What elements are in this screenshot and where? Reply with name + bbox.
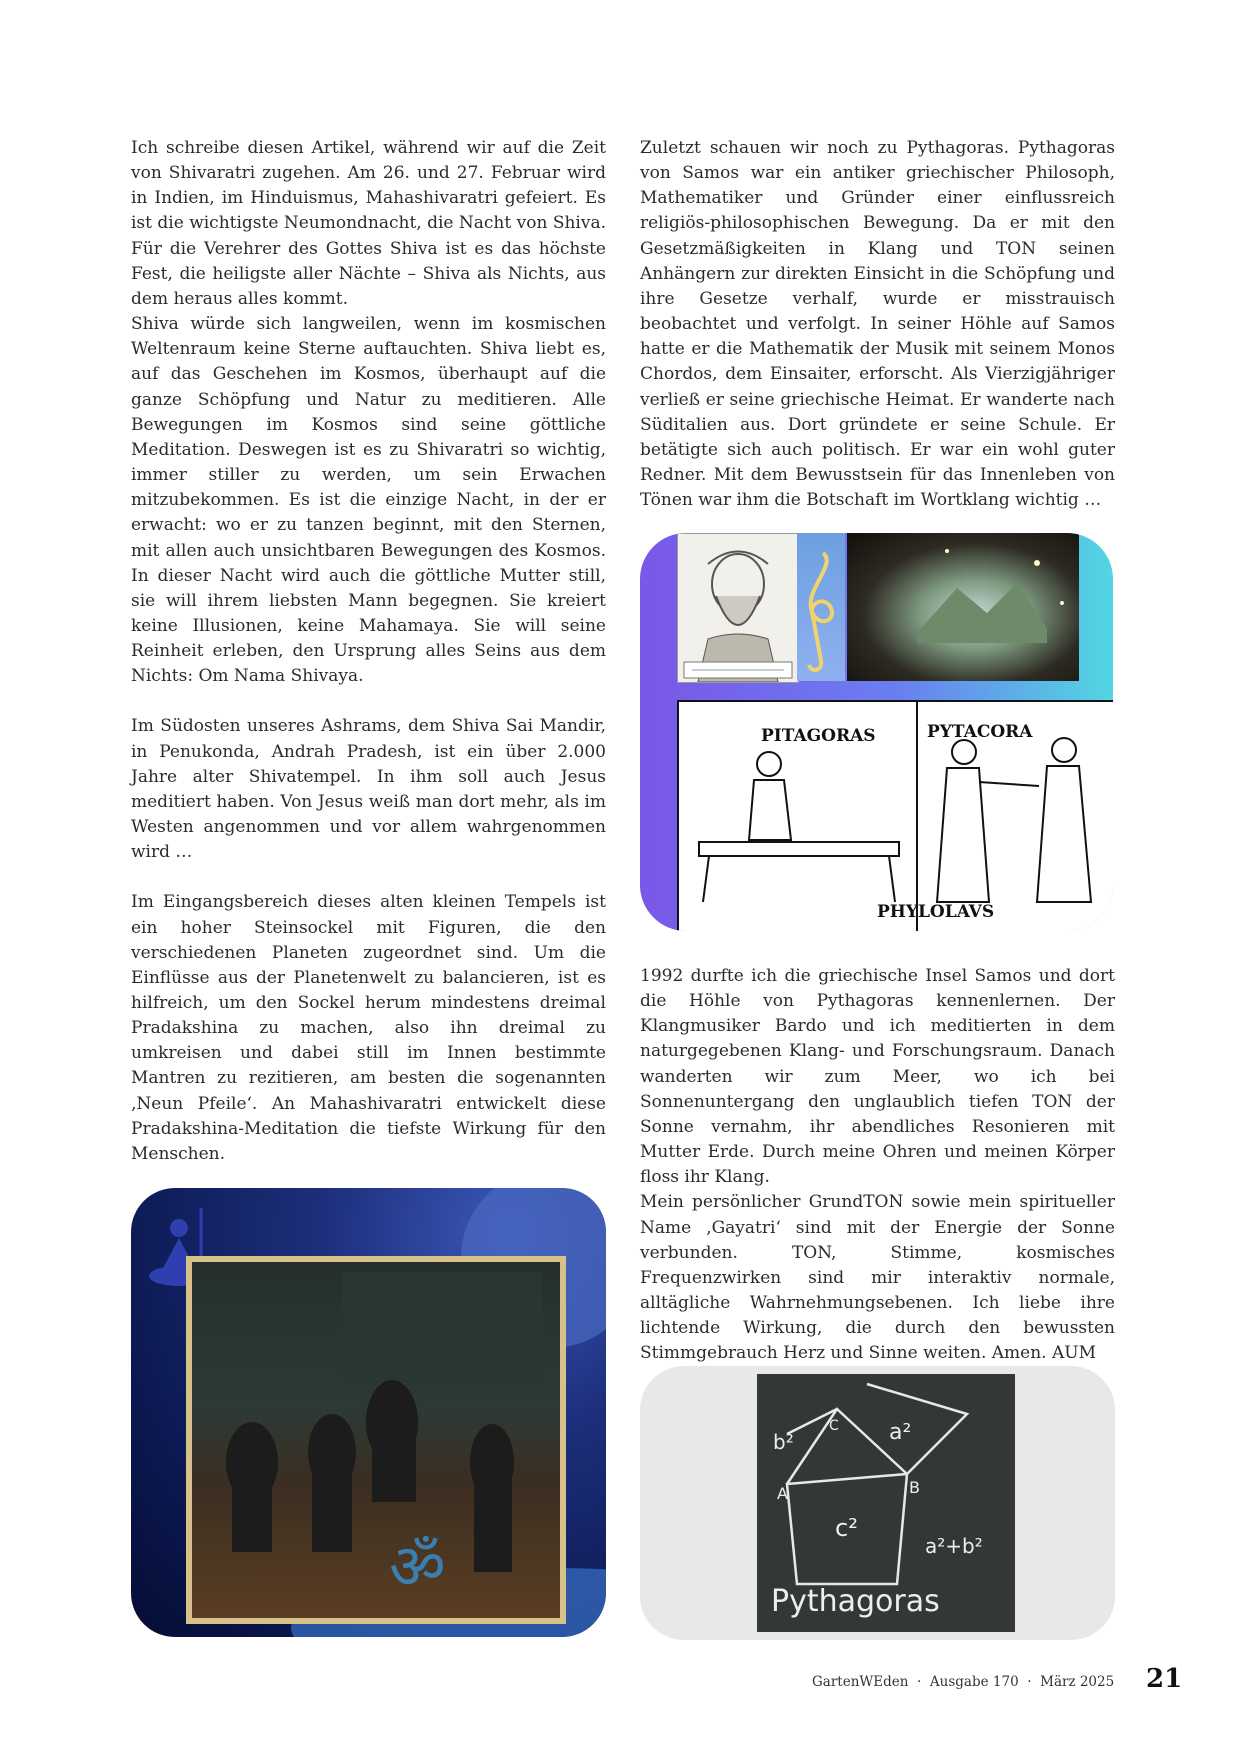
left-column [131, 136, 606, 1167]
chalk-label-c2: c² [835, 1514, 858, 1542]
om-icon: ॐ [389, 1530, 446, 1603]
paragraph-penukonda-temple: Im Südosten unseres Ashrams, dem Shiva Sai Mandir, in Penukonda, Andrah Pradesh, ist ein über 2.000 Jahre alter Shivatempel. In ihm soll auch Jesus meditiert haben. Von Jesus weiß man dort mehr, als im Westen angenommen und vor allem wahrgenommen wird … [131, 716, 606, 863]
woodcut-label-phylolavs: PHYLOLAVS [877, 902, 995, 922]
woodcut-label-pitagoras: PITAGORAS [761, 726, 876, 746]
samos-cave-photo [847, 533, 1079, 681]
chalk-label-b: B [909, 1478, 920, 1497]
chalk-label-c: C [829, 1418, 839, 1434]
pythagoras-chalkboard-image [640, 1366, 1115, 1640]
woodcut-illustration [677, 700, 1113, 931]
chalk-label-a2: a² [889, 1420, 912, 1445]
right-column-top [640, 136, 1115, 513]
pythagoras-portrait-engraving [677, 533, 799, 683]
chalk-label-a: A [777, 1484, 788, 1503]
paragraph-pradakshina: Im Eingangsbereich dieses alten kleinen Tempels ist ein hoher Steinsockel mit Figuren, die den verschiedenen Planeten zugeordnet sind. Um die Einflüsse aus der Planetenwelt zu balancieren, ist es hilfreich, um den Sockel herum mindestens dreimal Pradakshina zu machen, also ihn dreimal zu umkreisen und dabei still im Innen bestimmte Mantren zu rezitieren, am besten die sogenannten ‚Neun Pfeile‘. An Mahashivaratri entwickelt diese Pradakshina-Meditation die tiefste Wirkung für den Menschen. [131, 892, 606, 1164]
paragraph-grundton: Mein persönlicher GrundTON sowie mein spiritueller Name ‚Gayatri‘ sind mit der Energie der Sonne verbunden. TON, Stimme, kosmisches Frequenzwirken sind mir interaktiv normale, alltägliche Wahrnehmungsebenen. Ich liebe ihre lichtende Wirkung, die durch den bewussten Stimmgebrauch Herz und Sinne weiten. Amen. AUM [640, 1192, 1115, 1364]
treble-clef-icon [797, 533, 845, 681]
page-number: 21 [1146, 1664, 1183, 1694]
temple-planet-figures-image [131, 1188, 606, 1637]
paragraph-shiva-cosmos: Shiva würde sich langweilen, wenn im kosmischen Weltenraum keine Sterne auftauchten. Shiva liebt es, auf das Geschehen im Kosmos, überhaupt auf die ganze Schöpfung und Natur zu meditieren. Alle Bewegungen im Kosmos sind seine göttliche Meditation. Deswegen ist es zu Shivaratri so wichtig, immer stiller zu werden, um sein Erwachen mitzubekommen. Es ist die einzige Nacht, in der er erwacht: wo er zu tanzen beginnt, mit den Sternen, mit allen auch unsichtbaren Bewegungen des Kosmos. In dieser Nacht wird auch die göttliche Mutter still, sie will ihrem liebsten Mann begegnen. Sie kreiert keine Illusionen, keine Mahamaya. Sie will seine Reinheit erleben, den Ursprung alles Seins aus dem Nichts: Om Nama Shivaya. [131, 314, 606, 687]
chalk-label-formula: a²+b² [925, 1534, 983, 1558]
chalkboard-photo [757, 1374, 1015, 1632]
paragraph-shivaratri-intro: Ich schreibe diesen Artikel, während wir auf die Zeit von Shivaratri zugehen. Am 26. und 27. Februar wird in Indien, im Hinduismus, Mahashivaratri gefeiert. Es ist die wichtigste Neumondnacht, die Nacht von Shiva. Für die Verehrer des Gottes Shiva ist es das höchste Fest, die heiligste aller Nächte – Shiva als Nichts, aus dem heraus alles kommt. [131, 138, 606, 309]
right-column-mid [640, 964, 1115, 1367]
chalk-label-b2: b² [773, 1430, 794, 1454]
paragraph-pythagoras: Zuletzt schauen wir noch zu Pythagoras. Pythagoras von Samos war ein antiker griechischer Philosoph, Mathematiker und Gründer einer einflussreich religiös-philosophischen Bewegung. Da er mit den Gesetzmäßigkeiten in Klang und TON seinen Anhängern zur direkten Einsicht in die Schöpfung und ihre Gesetze verhalf, wurde er misstrauisch beobachtet und verfolgt. In seiner Höhle auf Samos hatte er die Mathematik der Musik mit seinem Monos Chordos, dem Einsaiter, erforscht. Als Vierzigjähriger verließ er seine griechische Heimat. Er wanderte nach Süditalien aus. Dort gründete er seine Schule. Er betätigte sich auch politisch. Er war ein wohl guter Redner. Mit dem Bewusstsein für das Innenleben von Tönen war ihm die Botschaft im Wortklang wichtig … [640, 138, 1115, 511]
pythagoras-collage-image [640, 533, 1113, 931]
woodcut-label-pytacora: PYTACORA [927, 722, 1033, 742]
chalk-label-pythagoras: Pythagoras [771, 1584, 940, 1619]
footer-publication-info: GartenWEden · Ausgabe 170 · März 2025 [812, 1674, 1115, 1690]
paragraph-samos-1992: 1992 durfte ich die griechische Insel Samos und dort die Höhle von Pythagoras kennenlernen. Der Klangmusiker Bardo und ich meditierten in dem naturgegebenen Klang- und Forschungsraum. Danach wanderten wir zum Meer, wo ich bei Sonnenuntergang den unglaublich tiefen TON der Sonne vernahm, ihr abendliches Resonieren mit Mutter Erde. Durch meine Ohren und meinen Körper floss ihr Klang. [640, 966, 1115, 1188]
temple-figures-photo [186, 1256, 566, 1624]
